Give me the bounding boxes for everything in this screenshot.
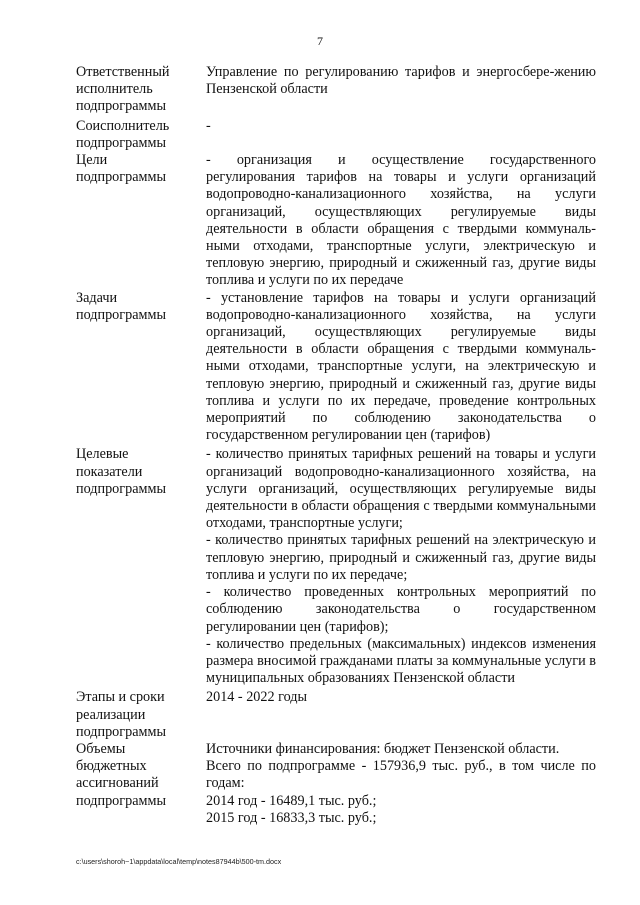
label-line: ассигнований bbox=[76, 775, 159, 792]
label-line: подпрограммы bbox=[76, 98, 166, 115]
value-paragraph: - bbox=[206, 117, 211, 134]
row-value bbox=[206, 152, 596, 290]
label-line: Этапы и сроки bbox=[76, 689, 165, 706]
footer-file-path: c:\users\shoroh~1\appdata\local\temp\notes87944b\500-tm.docx bbox=[76, 857, 282, 866]
label-line: подпрограммы bbox=[76, 792, 166, 809]
value-paragraph: - установление тарифов на товары и услуги организаций водопроводно-канализационного хозяйства, на услуги организаций, осуществляющих регулируемые виды деятельности в области обращения с твердыми коммуналь-ными отходами, транспортные услуги, на электрическую и тепловую энергию, природный и сжиженный газ, другие виды топлива и услуги по их передаче, проведение контрольных мероприятий по соблюдению законодательства о государственном регулировании цен (тарифов) bbox=[206, 289, 596, 444]
label-line: Объемы bbox=[76, 740, 126, 757]
value-paragraph: Источники финансирования: бюджет Пензенской области. bbox=[206, 740, 560, 757]
label-line: бюджетных bbox=[76, 758, 147, 775]
row-value bbox=[206, 290, 596, 445]
row-label bbox=[76, 64, 206, 116]
value-paragraph: - количество принятых тарифных решений на товары и услуги организаций водопроводно-канализационного хозяйства, на услуги организаций, осуществляющих регулируемые виды деятельности в области обращения с твердыми коммунальными отходами, транспортные услуги; bbox=[206, 446, 596, 532]
value-paragraph: Управление по регулированию тарифов и энергосбере-жению Пензенской области bbox=[206, 64, 596, 98]
row-label bbox=[76, 290, 206, 445]
row-stages-and-terms bbox=[76, 687, 596, 741]
row-label bbox=[76, 687, 206, 741]
row-value bbox=[206, 741, 596, 827]
value-paragraph: - количество проведенных контрольных мероприятий по соблюдению законодательства о государственном регулировании цен (тарифов); bbox=[206, 584, 596, 635]
row-responsible-executor bbox=[76, 64, 596, 116]
row-value bbox=[206, 687, 596, 741]
page-number: 7 bbox=[317, 34, 323, 48]
label-line: подпрограммы bbox=[76, 723, 166, 740]
value-paragraph: - количество принятых тарифных решений на электрическую и тепловую энергию, природный и сжиженный газ, другие виды топлива и услуги по их передаче; bbox=[206, 532, 596, 583]
label-line: подпрограммы bbox=[76, 134, 166, 151]
label-line: Целевые bbox=[76, 446, 129, 463]
row-label bbox=[76, 444, 206, 687]
label-line: подпрограммы bbox=[76, 480, 166, 497]
label-line: Задачи bbox=[76, 289, 118, 306]
value-paragraph: - организация и осуществление государственного регулирования тарифов на товары и услуги организаций водопроводно-канализационного хозяйства, на услуги организаций, осуществляющих регулируемые виды деятельности в области обращения с твердыми коммуналь-ными отходами, транспортные услуги, электрическую и тепловую энергию, природный и сжиженный газ, другие виды топлива и услуги по их передаче bbox=[206, 152, 596, 289]
label-line: подпрограммы bbox=[76, 306, 166, 323]
row-label bbox=[76, 152, 206, 290]
value-paragraph: Всего по подпрограмме - 157936,9 тыс. руб., в том числе по годам: bbox=[206, 758, 596, 792]
label-line: Цели bbox=[76, 152, 108, 169]
label-line: исполнитель bbox=[76, 81, 153, 98]
row-co-executor bbox=[76, 116, 596, 152]
value-paragraph: 2014 год - 16489,1 тыс. руб.; bbox=[206, 792, 377, 809]
row-target-indicators bbox=[76, 444, 596, 687]
label-line: Ответственный bbox=[76, 64, 170, 80]
value-paragraph: 2014 - 2022 годы bbox=[206, 689, 308, 706]
row-value bbox=[206, 64, 596, 116]
row-label bbox=[76, 116, 206, 152]
subprogram-passport-table bbox=[76, 64, 596, 827]
row-budget-allocations bbox=[76, 741, 596, 827]
row-goals bbox=[76, 152, 596, 290]
row-value bbox=[206, 116, 596, 152]
label-line: показатели bbox=[76, 463, 143, 480]
row-tasks bbox=[76, 290, 596, 445]
row-value bbox=[206, 444, 596, 687]
label-line: Соисполнитель bbox=[76, 117, 170, 134]
value-paragraph: 2015 год - 16833,3 тыс. руб.; bbox=[206, 809, 377, 826]
label-line: реализации bbox=[76, 706, 146, 723]
value-paragraph: - количество предельных (максимальных) индексов изменения размера вносимой гражданами платы за коммунальные услуги в муниципальных образованиях Пензенской области bbox=[206, 635, 596, 687]
row-label bbox=[76, 741, 206, 827]
label-line: подпрограммы bbox=[76, 169, 166, 186]
